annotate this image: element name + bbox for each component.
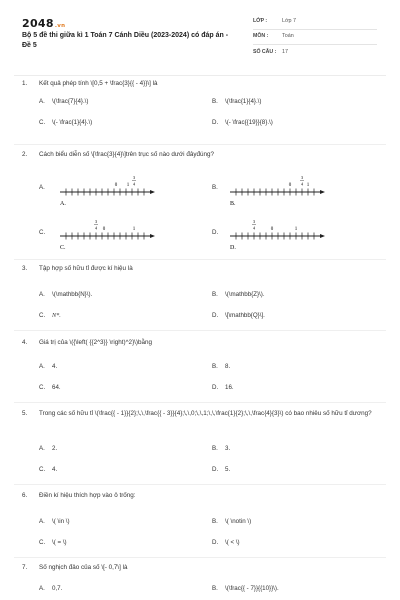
meta-value: 17 xyxy=(282,48,288,55)
question-number: 1. xyxy=(22,80,28,87)
option-a[interactable]: A. 4. xyxy=(39,362,58,370)
figure-caption: D. xyxy=(230,245,236,250)
question-stem: Giá trị của \({\left( {{2^3}} \right)^2}\)bằng xyxy=(39,339,153,346)
option-a[interactable]: A. 0,7. xyxy=(39,584,63,592)
question-stem: Kết quả phép tính \[0,5 + \frac{3}{{ - 4}}\] là xyxy=(39,80,158,87)
option-b[interactable]: B. 3. xyxy=(212,444,231,452)
header xyxy=(0,0,400,70)
option-a[interactable]: A. \( \in \) xyxy=(39,517,70,525)
option-b[interactable]: B. \( \notin \) xyxy=(212,517,252,525)
question-stem: Trong các số hữu tỉ \(\frac{{ - 1}}{2};\,\,\frac{{ - 3}}{4};\,\,0;\,\,1;\,\,\frac{1}{2};\,\,\frac{4}{3}\) có bao nhiêu số hữu tỉ dương? xyxy=(39,410,372,417)
question-2 xyxy=(22,151,382,160)
document-title: Bộ 5 đề thi giữa kì 1 Toán 7 Cánh Diều (2023-2024) có đáp án - Đề 5 xyxy=(22,32,229,50)
tick-label: 0 xyxy=(102,227,106,232)
question-number: 2. xyxy=(22,151,28,158)
meta-panel xyxy=(253,15,377,60)
divider xyxy=(14,402,386,403)
question-5 xyxy=(22,410,382,473)
tick-label: 1 xyxy=(294,227,298,232)
site-logo[interactable]: 2048.vn xyxy=(22,17,66,30)
number-line-a xyxy=(58,172,158,206)
divider xyxy=(14,557,386,558)
question-6 xyxy=(22,492,382,546)
question-1 xyxy=(22,80,382,126)
option-d[interactable]: D. \[\mathbb{Q}\]. xyxy=(212,311,265,319)
question-7 xyxy=(22,564,382,592)
option-c[interactable]: C. xyxy=(39,229,46,236)
tick-label: 1 xyxy=(126,183,130,188)
question-number: 3. xyxy=(22,265,28,272)
option-b[interactable]: B. \(\frac{{ - 7}}{{10}}\). xyxy=(212,584,279,592)
option-a[interactable]: A. 2. xyxy=(39,444,58,452)
question-stem: Cách biểu diễn số \[\frac{3}{4}\]trên trục số nào dưới đâyđúng? xyxy=(39,151,214,158)
option-c[interactable]: C. 4. xyxy=(39,465,58,473)
fraction-label: 3 xyxy=(94,219,98,224)
divider xyxy=(14,330,386,331)
number-line-c xyxy=(58,216,158,250)
meta-label: MÔN : xyxy=(253,33,269,40)
option-c[interactable]: C. \(- \frac{1}{4}.\) xyxy=(39,118,93,126)
question-stem: Điền kí hiệu thích hợp vào ô trống: xyxy=(39,492,136,499)
option-b[interactable]: B. \(\mathbb{Z}\). xyxy=(212,290,265,298)
question-4 xyxy=(22,339,382,391)
option-d[interactable]: D. \(- \frac{{19}}{8}.\) xyxy=(212,118,273,126)
option-b[interactable]: B. xyxy=(212,184,218,191)
meta-value: Toán xyxy=(282,33,294,40)
option-a[interactable]: A. xyxy=(39,184,45,191)
option-d[interactable]: D. 16. xyxy=(212,383,234,391)
tick-label: 0 xyxy=(114,183,118,188)
fraction-label: 3 xyxy=(132,175,136,180)
option-c[interactable]: C. N*. xyxy=(39,311,61,319)
fraction-label: 3 xyxy=(252,219,256,224)
meta-row-subject xyxy=(253,30,377,45)
question-3 xyxy=(22,265,382,319)
question-number: 6. xyxy=(22,492,28,499)
meta-row-count xyxy=(253,45,377,60)
tick-label: 1 xyxy=(132,227,136,232)
divider xyxy=(14,484,386,485)
question-number: 4. xyxy=(22,339,28,346)
tick-label: 0 xyxy=(288,183,292,188)
question-number: 5. xyxy=(22,410,28,417)
svg-text:4: 4 xyxy=(252,225,256,231)
fraction-label: 3 xyxy=(300,175,304,180)
divider xyxy=(14,259,386,260)
option-c[interactable]: C. 64. xyxy=(39,383,61,391)
meta-label: SỐ CÂU : xyxy=(253,48,277,55)
tick-label: 1 xyxy=(306,183,310,188)
tick-label: 0 xyxy=(270,227,274,232)
meta-value: Lớp 7 xyxy=(282,18,297,25)
question-stem: Tập hợp số hữu tỉ được kí hiệu là xyxy=(39,265,133,272)
number-line-b xyxy=(228,172,328,206)
meta-label: LỚP : xyxy=(253,18,268,25)
figure-caption: B. xyxy=(230,201,236,206)
option-b[interactable]: B. \(\frac{1}{4}.\) xyxy=(212,97,262,105)
svg-text:4: 4 xyxy=(300,181,304,187)
option-c[interactable]: C. \( = \) xyxy=(39,538,67,546)
figure-caption: A. xyxy=(60,201,66,206)
number-line-d xyxy=(228,216,328,250)
option-d[interactable]: D. 5. xyxy=(212,465,231,473)
meta-row-grade xyxy=(253,15,377,30)
divider xyxy=(14,144,386,145)
option-d[interactable]: D. xyxy=(212,229,219,236)
figure-caption: C. xyxy=(60,245,66,250)
option-a[interactable]: A. \(\mathbb{N}\). xyxy=(39,290,93,298)
option-d[interactable]: D. \( < \) xyxy=(212,538,240,546)
question-stem: Số nghịch đảo của số \[- 0,7\] là xyxy=(39,564,128,571)
option-b[interactable]: B. 8. xyxy=(212,362,231,370)
question-number: 7. xyxy=(22,564,28,571)
option-a[interactable]: A. \(\frac{7}{4}.\) xyxy=(39,97,89,105)
svg-text:4: 4 xyxy=(94,225,98,231)
svg-text:4: 4 xyxy=(132,181,136,187)
header-divider xyxy=(14,75,386,76)
